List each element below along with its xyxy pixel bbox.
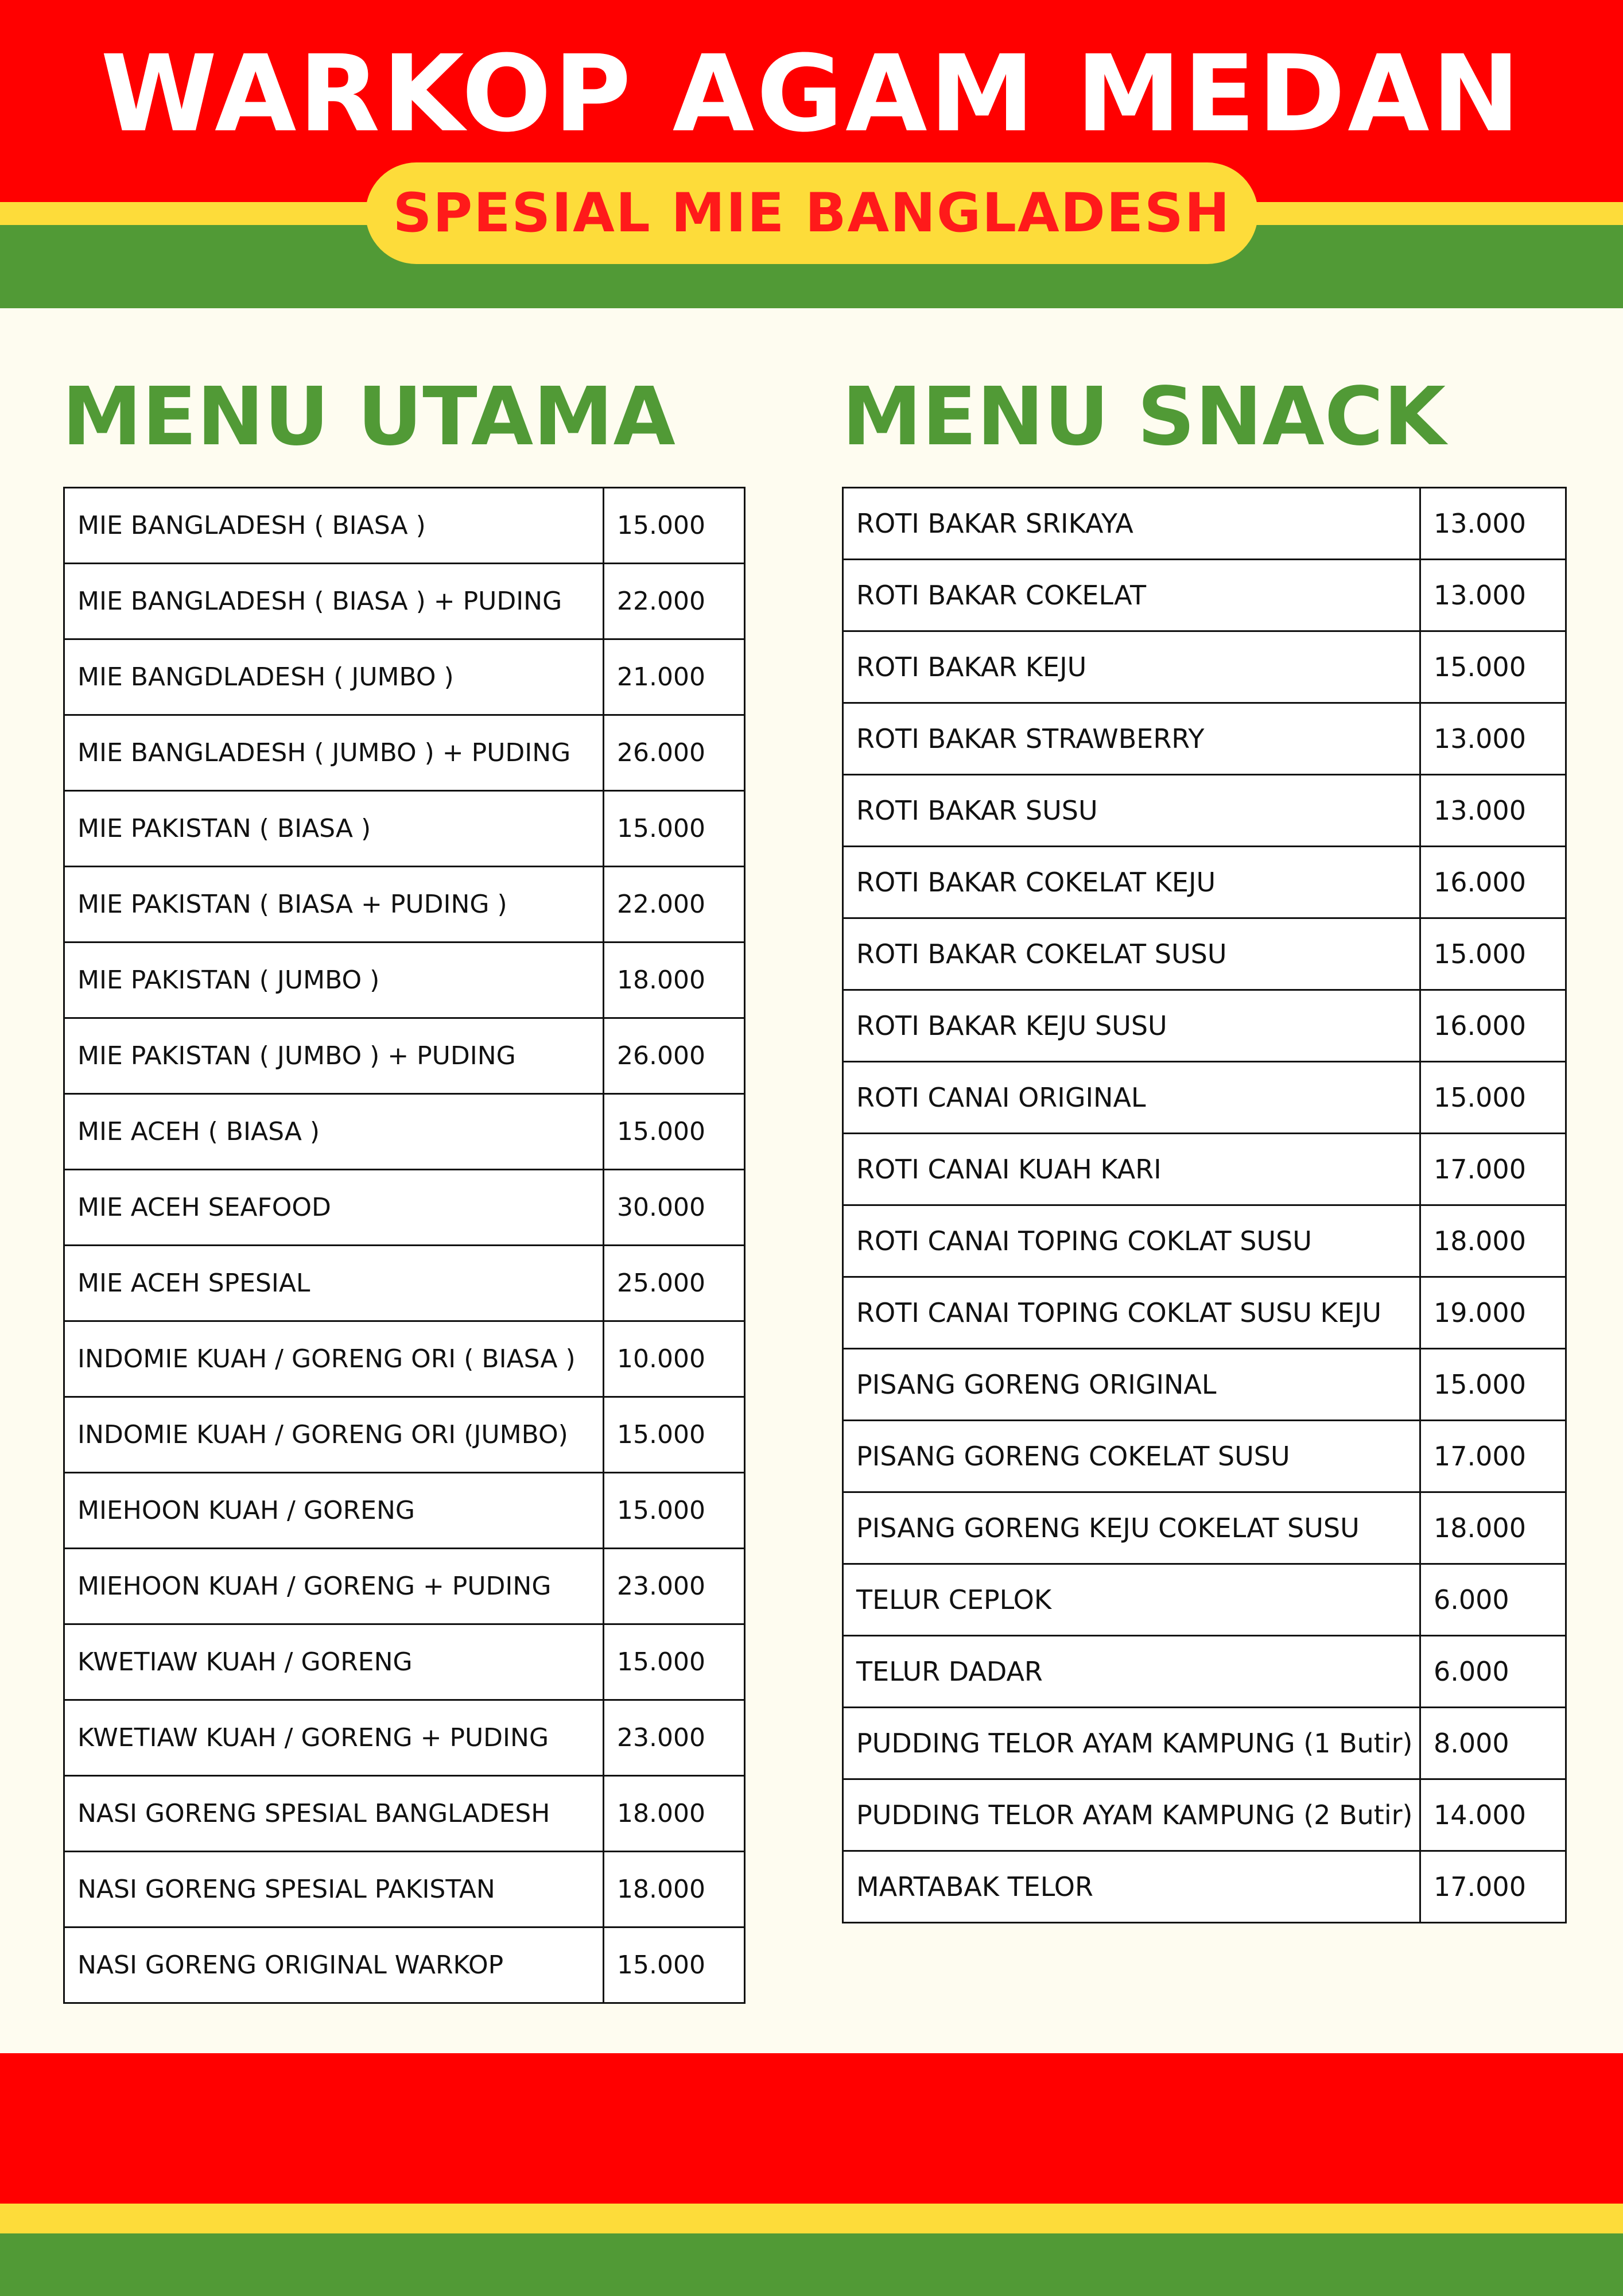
table-row: [64, 715, 745, 791]
item-name: KWETIAW KUAH / GORENG + PUDING: [64, 1700, 604, 1776]
item-price: 8.000: [1420, 1708, 1566, 1779]
item-name: TELUR DADAR: [843, 1636, 1420, 1708]
item-name: MIE PAKISTAN ( JUMBO ) + PUDING: [64, 1018, 604, 1094]
item-name: ROTI BAKAR STRAWBERRY: [843, 703, 1420, 775]
table-row: [843, 775, 1566, 847]
subtitle-text: SPESIAL MIE BANGLADESH: [393, 182, 1231, 245]
table-row: [843, 1062, 1566, 1134]
item-name: MIEHOON KUAH / GORENG: [64, 1473, 604, 1549]
table-row: [64, 1852, 745, 1927]
item-name: NASI GORENG SPESIAL PAKISTAN: [64, 1852, 604, 1927]
item-price: 13.000: [1420, 703, 1566, 775]
table-row: [64, 1397, 745, 1473]
table-row: [843, 1564, 1566, 1636]
item-price: 21.000: [604, 639, 745, 715]
table-row: [843, 1205, 1566, 1277]
item-name: ROTI BAKAR COKELAT KEJU: [843, 847, 1420, 918]
item-name: MIE BANGDLADESH ( JUMBO ): [64, 639, 604, 715]
table-row: [64, 1927, 745, 2003]
item-price: 13.000: [1420, 560, 1566, 631]
item-name: ROTI CANAI ORIGINAL: [843, 1062, 1420, 1134]
item-price: 16.000: [1420, 990, 1566, 1062]
item-name: MIE PAKISTAN ( BIASA ): [64, 791, 604, 867]
shop-title: WARKOP AGAM MEDAN: [100, 33, 1523, 156]
item-name: MIEHOON KUAH / GORENG + PUDING: [64, 1549, 604, 1624]
item-price: 15.000: [604, 791, 745, 867]
table-row: [843, 1779, 1566, 1851]
item-name: ROTI CANAI TOPING COKLAT SUSU KEJU: [843, 1277, 1420, 1349]
item-name: PUDDING TELOR AYAM KAMPUNG (2 Butir): [843, 1779, 1420, 1851]
item-name: MIE ACEH ( BIASA ): [64, 1094, 604, 1170]
footer-yellow-stripe: [0, 2204, 1623, 2233]
item-price: 6.000: [1420, 1564, 1566, 1636]
table-row: [64, 488, 745, 564]
item-name: ROTI CANAI TOPING COKLAT SUSU: [843, 1205, 1420, 1277]
item-price: 16.000: [1420, 847, 1566, 918]
item-price: 6.000: [1420, 1636, 1566, 1708]
menu-snack-title: MENU SNACK: [842, 370, 1446, 464]
subtitle-pill: [366, 162, 1258, 264]
item-name: ROTI BAKAR COKELAT: [843, 560, 1420, 631]
item-name: ROTI BAKAR KEJU: [843, 631, 1420, 703]
item-price: 13.000: [1420, 775, 1566, 847]
table-row: [64, 1700, 745, 1776]
table-row: [64, 1549, 745, 1624]
table-row: [843, 990, 1566, 1062]
item-price: 15.000: [604, 1473, 745, 1549]
item-name: KWETIAW KUAH / GORENG: [64, 1624, 604, 1700]
table-row: [843, 1708, 1566, 1779]
table-row: [64, 867, 745, 943]
item-name: MIE BANGLADESH ( BIASA ): [64, 488, 604, 564]
item-price: 15.000: [1420, 631, 1566, 703]
item-price: 30.000: [604, 1170, 745, 1246]
item-price: 26.000: [604, 1018, 745, 1094]
item-name: PISANG GORENG ORIGINAL: [843, 1349, 1420, 1421]
menu-snack-table: [842, 487, 1567, 1923]
item-name: MIE BANGLADESH ( BIASA ) + PUDING: [64, 564, 604, 639]
table-row: [843, 847, 1566, 918]
item-price: 15.000: [604, 1397, 745, 1473]
item-name: PISANG GORENG KEJU COKELAT SUSU: [843, 1492, 1420, 1564]
item-price: 15.000: [604, 1927, 745, 2003]
table-row: [64, 1473, 745, 1549]
item-price: 17.000: [1420, 1421, 1566, 1492]
table-row: [843, 560, 1566, 631]
table-row: [843, 631, 1566, 703]
table-row: [64, 1094, 745, 1170]
table-row: [843, 1421, 1566, 1492]
item-price: 23.000: [604, 1549, 745, 1624]
item-name: MIE ACEH SEAFOOD: [64, 1170, 604, 1246]
menu-utama-table: [63, 487, 746, 2004]
table-row: [843, 1277, 1566, 1349]
item-price: 18.000: [604, 1776, 745, 1852]
table-row: [843, 1349, 1566, 1421]
item-price: 15.000: [604, 1094, 745, 1170]
table-row: [843, 703, 1566, 775]
item-price: 22.000: [604, 564, 745, 639]
item-price: 17.000: [1420, 1851, 1566, 1923]
table-row: [64, 564, 745, 639]
item-price: 15.000: [1420, 1349, 1566, 1421]
item-name: ROTI BAKAR SUSU: [843, 775, 1420, 847]
table-row: [843, 488, 1566, 560]
table-row: [64, 1776, 745, 1852]
item-name: MIE PAKISTAN ( JUMBO ): [64, 943, 604, 1018]
item-price: 15.000: [604, 488, 745, 564]
table-row: [843, 1636, 1566, 1708]
item-name: ROTI BAKAR KEJU SUSU: [843, 990, 1420, 1062]
item-name: MARTABAK TELOR: [843, 1851, 1420, 1923]
item-name: MIE ACEH SPESIAL: [64, 1246, 604, 1321]
item-price: 18.000: [1420, 1492, 1566, 1564]
table-row: [843, 1492, 1566, 1564]
item-price: 15.000: [604, 1624, 745, 1700]
footer-red-band: [0, 2053, 1623, 2204]
table-row: [843, 1134, 1566, 1205]
table-row: [843, 1851, 1566, 1923]
item-price: 17.000: [1420, 1134, 1566, 1205]
item-price: 23.000: [604, 1700, 745, 1776]
item-price: 22.000: [604, 867, 745, 943]
item-name: ROTI BAKAR SRIKAYA: [843, 488, 1420, 560]
table-row: [64, 1246, 745, 1321]
item-price: 18.000: [1420, 1205, 1566, 1277]
item-name: ROTI BAKAR COKELAT SUSU: [843, 918, 1420, 990]
item-price: 26.000: [604, 715, 745, 791]
table-row: [64, 1170, 745, 1246]
item-name: MIE BANGLADESH ( JUMBO ) + PUDING: [64, 715, 604, 791]
item-price: 14.000: [1420, 1779, 1566, 1851]
item-name: PUDDING TELOR AYAM KAMPUNG (1 Butir): [843, 1708, 1420, 1779]
item-price: 13.000: [1420, 488, 1566, 560]
table-row: [64, 1624, 745, 1700]
table-row: [64, 1018, 745, 1094]
item-price: 18.000: [604, 943, 745, 1018]
item-name: ROTI CANAI KUAH KARI: [843, 1134, 1420, 1205]
footer-green-band: [0, 2233, 1623, 2296]
table-row: [843, 918, 1566, 990]
item-name: INDOMIE KUAH / GORENG ORI ( BIASA ): [64, 1321, 604, 1397]
item-name: INDOMIE KUAH / GORENG ORI (JUMBO): [64, 1397, 604, 1473]
item-price: 19.000: [1420, 1277, 1566, 1349]
item-name: NASI GORENG SPESIAL BANGLADESH: [64, 1776, 604, 1852]
table-row: [64, 943, 745, 1018]
item-name: TELUR CEPLOK: [843, 1564, 1420, 1636]
table-row: [64, 1321, 745, 1397]
item-price: 18.000: [604, 1852, 745, 1927]
item-name: PISANG GORENG COKELAT SUSU: [843, 1421, 1420, 1492]
item-price: 15.000: [1420, 1062, 1566, 1134]
menu-utama-title: MENU UTAMA: [62, 370, 675, 464]
table-row: [64, 639, 745, 715]
item-price: 25.000: [604, 1246, 745, 1321]
item-price: 10.000: [604, 1321, 745, 1397]
item-name: MIE PAKISTAN ( BIASA + PUDING ): [64, 867, 604, 943]
table-row: [64, 791, 745, 867]
item-name: NASI GORENG ORIGINAL WARKOP: [64, 1927, 604, 2003]
item-price: 15.000: [1420, 918, 1566, 990]
